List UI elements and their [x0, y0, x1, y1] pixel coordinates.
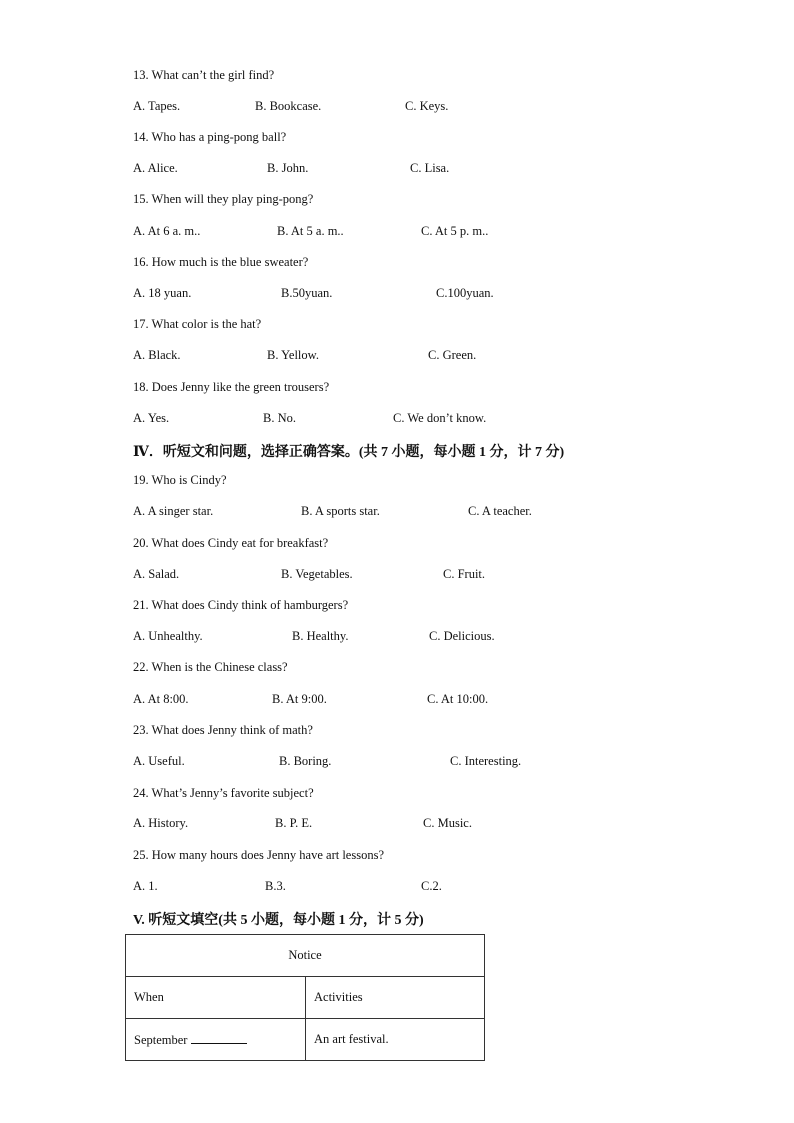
question-23: 23. What does Jenny think of math? — [133, 723, 313, 737]
question-14: 14. Who has a ping-pong ball? — [133, 130, 287, 144]
option-22a: A. At 8:00. — [133, 692, 189, 706]
option-13a: A. Tapes. — [133, 99, 181, 113]
option-19a: A. A singer star. — [133, 504, 214, 518]
column-header-activities: Activities — [306, 977, 485, 1019]
question-16: 16. How much is the blue sweater? — [133, 255, 309, 269]
option-15a: A. At 6 a. m.. — [133, 224, 201, 238]
question-25: 25. How many hours does Jenny have art lessons? — [133, 848, 384, 862]
option-17a: A. Black. — [133, 348, 181, 362]
option-16b: B.50yuan. — [281, 286, 333, 300]
option-19c: C. A teacher. — [468, 504, 532, 518]
option-18b: B. No. — [263, 411, 296, 425]
option-18a: A. Yes. — [133, 411, 170, 425]
option-14b: B. John. — [267, 161, 309, 175]
option-24c: C. Music. — [423, 816, 472, 830]
option-24b: B. P. E. — [275, 816, 313, 830]
option-25b: B.3. — [265, 879, 286, 893]
question-22: 22. When is the Chinese class? — [133, 660, 288, 674]
option-14c: C. Lisa. — [410, 161, 450, 175]
option-23c: C. Interesting. — [450, 754, 522, 768]
option-25a: A. 1. — [133, 879, 158, 893]
option-22b: B. At 9:00. — [272, 692, 327, 706]
option-16a: A. 18 yuan. — [133, 286, 192, 300]
question-17: 17. What color is the hat? — [133, 317, 262, 331]
option-13c: C. Keys. — [405, 99, 449, 113]
option-20c: C. Fruit. — [443, 567, 486, 581]
option-16c: C.100yuan. — [436, 286, 494, 300]
answer-blank[interactable] — [191, 1032, 247, 1044]
option-22c: C. At 10:00. — [427, 692, 489, 706]
option-21c: C. Delicious. — [429, 629, 495, 643]
option-20a: A. Salad. — [133, 567, 180, 581]
notice-table — [125, 934, 485, 1061]
option-20b: B. Vegetables. — [281, 567, 353, 581]
table-row — [126, 935, 485, 977]
cell-when-1 — [126, 1019, 306, 1061]
question-24: 24. What’s Jenny’s favorite subject? — [133, 786, 314, 800]
question-13: 13. What can’t the girl find? — [133, 68, 275, 82]
option-21b: B. Healthy. — [292, 629, 349, 643]
option-15c: C. At 5 p. m.. — [421, 224, 489, 238]
question-19: 19. Who is Cindy? — [133, 473, 227, 487]
table-row — [126, 977, 485, 1019]
option-18c: C. We don’t know. — [393, 411, 487, 425]
question-21: 21. What does Cindy think of hamburgers? — [133, 598, 349, 612]
option-25c: C.2. — [421, 879, 442, 893]
option-17c: C. Green. — [428, 348, 477, 362]
question-18: 18. Does Jenny like the green trousers? — [133, 380, 330, 394]
option-14a: A. Alice. — [133, 161, 178, 175]
option-19b: B. A sports star. — [301, 504, 380, 518]
option-24a: A. History. — [133, 816, 189, 830]
section-5-heading: V. 听短文填空(共 5 小题，每小题 1 分，计 5 分) — [133, 913, 424, 928]
option-21a: A. Unhealthy. — [133, 629, 203, 643]
table-row — [126, 1019, 485, 1061]
cell-activity-1: An art festival. — [306, 1019, 485, 1061]
option-23a: A. Useful. — [133, 754, 185, 768]
question-15: 15. When will they play ping-pong? — [133, 192, 314, 206]
option-15b: B. At 5 a. m.. — [277, 224, 344, 238]
when-text: September — [134, 1032, 188, 1047]
notice-title: Notice — [126, 935, 485, 977]
option-17b: B. Yellow. — [267, 348, 319, 362]
section-4-heading: Ⅳ．听短文和问题，选择正确答案。(共 7 小题，每小题 1 分，计 7 分) — [133, 445, 565, 460]
column-header-when: When — [126, 977, 306, 1019]
option-13b: B. Bookcase. — [255, 99, 322, 113]
question-20: 20. What does Cindy eat for breakfast? — [133, 536, 329, 550]
option-23b: B. Boring. — [279, 754, 332, 768]
